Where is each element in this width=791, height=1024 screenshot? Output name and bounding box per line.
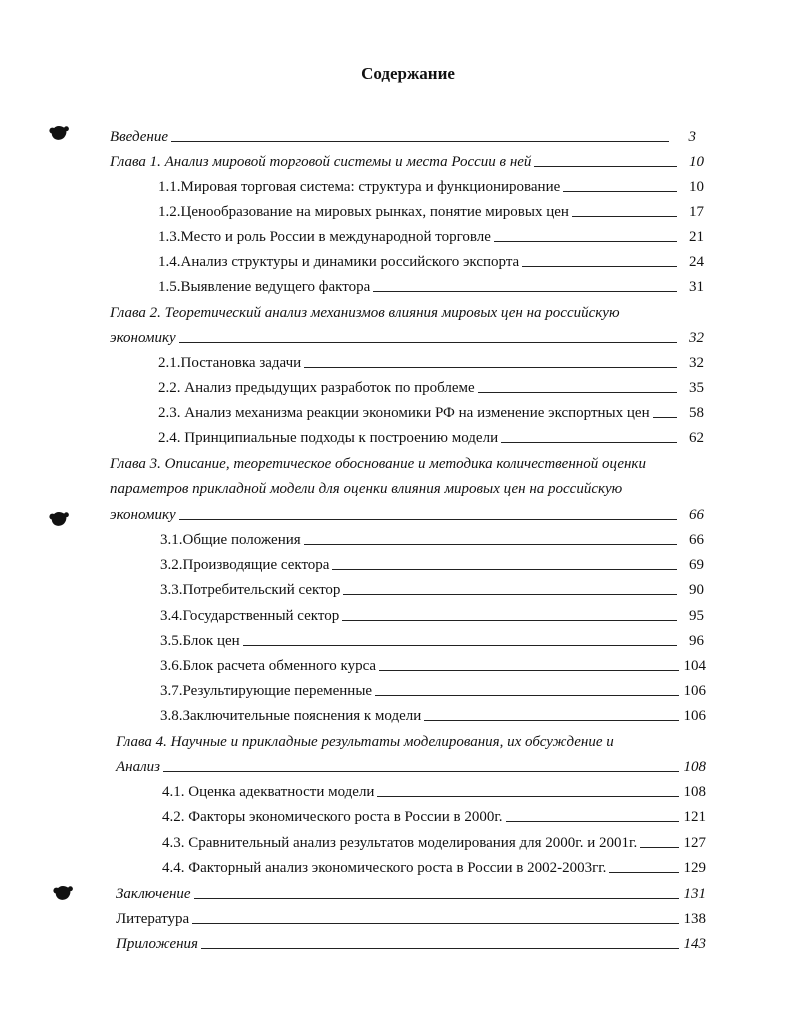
toc-leader-line [192,923,679,924]
toc-page-number: 127 [683,835,706,851]
toc-entry-1-1[interactable] [158,172,704,196]
ink-blot-mark [50,124,68,142]
toc-entry-chapter-2-line-1[interactable] [110,298,704,322]
toc-page-number: 69 [689,557,704,573]
toc-entry-chapter-4[interactable] [116,752,706,776]
ink-blot-mark [50,510,68,528]
toc-entry-label: 3.5.Блок цен [160,633,240,649]
toc-page-number: 66 [689,507,704,523]
toc-entry-3-2[interactable] [160,550,704,574]
toc-entry-4-3[interactable] [162,828,706,852]
toc-leader-line [478,392,677,393]
toc-entry-label: 4.1. Оценка адекватности модели [162,784,375,800]
toc-entry-2-2[interactable] [158,373,704,397]
toc-page-number: 10 [689,154,704,170]
toc-entry-3-6[interactable] [160,651,706,675]
toc-entry-label: Литература [116,911,190,927]
toc-leader-line [424,720,679,721]
toc-entry-chapter-3-line-2[interactable] [110,474,704,498]
toc-entry-label-continued: параметров прикладной модели для оценки влияния мировых цен на российскую [110,481,623,497]
toc-leader-line [332,569,677,570]
toc-leader-line [640,847,679,848]
toc-entry-label: Приложения [116,936,199,952]
toc-entry-chapter-3[interactable] [110,500,704,524]
toc-entry-3-7[interactable] [160,676,706,700]
toc-entry-3-3[interactable] [160,575,704,599]
toc-leader-line [501,442,677,443]
toc-leader-line [179,342,677,343]
toc-entry-label: 1.2.Ценообразование на мировых рынках, понятие мировых цен [158,204,569,220]
toc-page-number: 106 [683,683,706,699]
toc-leader-line [163,771,679,772]
toc-leader-line [379,670,679,671]
toc-entry-2-3[interactable] [158,398,704,422]
toc-leader-line [342,620,677,621]
toc-entry-3-5[interactable] [160,626,704,650]
toc-page-number: 121 [683,809,706,825]
toc-page-number: 96 [689,633,704,649]
toc-entry-3-1[interactable] [160,525,704,549]
toc-entry-4-2[interactable] [162,802,706,826]
toc-entry-label: 3.3.Потребительский сектор [160,582,341,598]
toc-entry-2-1[interactable] [158,348,704,372]
toc-leader-line [373,291,677,292]
toc-entry-chapter-1[interactable] [110,147,704,171]
toc-leader-line [304,544,677,545]
toc-leader-line [494,241,677,242]
toc-page-number: 138 [683,911,706,927]
toc-page-number: 106 [683,708,706,724]
toc-entry-label: 2.1.Постановка задачи [158,355,302,371]
toc-page-number: 21 [689,229,704,245]
toc-page-number: 108 [683,784,706,800]
page-title: Содержание [361,64,455,83]
toc-leader-line [506,821,679,822]
toc-leader-line [653,417,677,418]
toc-entry-label: 1.1.Мировая торговая система: структура и функционирование [158,179,561,195]
toc-entry-1-2[interactable] [158,197,704,221]
toc-leader-line [375,695,679,696]
toc-entry-appendices[interactable] [116,929,706,953]
toc-page-number: 129 [683,860,706,876]
toc-entry-1-5[interactable] [158,272,704,296]
toc-page-number: 131 [683,886,706,902]
toc-entry-introduction[interactable] [110,122,696,146]
toc-entry-2-4[interactable] [158,423,704,447]
toc-entry-label: 3.6.Блок расчета обменного курса [160,658,377,674]
toc-leader-line [243,645,677,646]
toc-page-number: 66 [689,532,704,548]
toc-leader-line [171,141,669,142]
toc-entry-label: 3.1.Общие положения [160,532,301,548]
toc-entry-label: 2.4. Принципиальные подходы к построению модели [158,430,499,446]
toc-entry-label: 4.4. Факторный анализ экономического роста в России в 2002-2003гг. [162,860,607,876]
toc-entry-3-8[interactable] [160,701,706,725]
toc-entry-label: 2.3. Анализ механизма реакции экономики РФ на изменение экспортных цен [158,405,650,421]
toc-leader-line [179,519,677,520]
toc-entry-label: 3.7.Результирующие переменные [160,683,373,699]
toc-entry-label: 3.2.Производящие сектора [160,557,330,573]
toc-entry-chapter-4-line-1[interactable] [116,727,706,751]
toc-entry-4-4[interactable] [162,853,706,877]
toc-page-number: 35 [689,380,704,396]
toc-entry-4-1[interactable] [162,777,706,801]
toc-page-number: 58 [689,405,704,421]
toc-entry-label: 4.3. Сравнительный анализ результатов моделирования для 2000г. и 2001г. [162,835,638,851]
toc-entry-label-continued: экономику [110,507,176,523]
toc-entry-literature[interactable] [116,904,706,928]
toc-leader-line [304,367,677,368]
toc-entry-1-3[interactable] [158,222,704,246]
toc-entry-label: 1.4.Анализ структуры и динамики российского экспорта [158,254,520,270]
toc-page-number: 31 [689,279,704,295]
toc-leader-line [377,796,679,797]
toc-entry-chapter-2[interactable] [110,323,704,347]
toc-page-number: 32 [689,355,704,371]
toc-leader-line [522,266,677,267]
toc-entry-label-continued: экономику [110,330,176,346]
toc-page-number: 3 [688,129,696,145]
toc-entry-label: Глава 4. Научные и прикладные результаты моделирования, их обсуждение и [116,734,614,750]
toc-leader-line [194,898,679,899]
toc-entry-label: 2.2. Анализ предыдущих разработок по проблеме [158,380,475,396]
toc-page-number: 104 [683,658,706,674]
toc-leader-line [201,948,679,949]
toc-entry-label: 3.8.Заключительные пояснения к модели [160,708,422,724]
toc-entry-label: Глава 1. Анализ мировой торговой системы и места России в ней [110,154,532,170]
ink-blot-mark [54,884,72,902]
toc-page-number: 32 [689,330,704,346]
toc-page-number: 143 [683,936,706,952]
toc-page-number: 108 [683,759,706,775]
toc-entry-label: 4.2. Факторы экономического роста в России в 2000г. [162,809,503,825]
toc-page-number: 10 [689,179,704,195]
toc-leader-line [609,872,679,873]
toc-page-number: 95 [689,608,704,624]
toc-entry-3-4[interactable] [160,601,704,625]
toc-entry-label: Глава 2. Теоретический анализ механизмов влияния мировых цен на российскую [110,305,620,321]
toc-entry-label: Глава 3. Описание, теоретическое обоснование и методика количественной оценки [110,456,646,472]
toc-entry-chapter-3-line-1[interactable] [110,449,704,473]
toc-entry-label: Заключение [116,886,191,902]
toc-entry-label: Введение [110,129,168,145]
toc-page-number: 62 [689,430,704,446]
toc-leader-line [534,166,677,167]
toc-entry-label: 1.5.Выявление ведущего фактора [158,279,371,295]
toc-page-number: 17 [689,204,704,220]
toc-entry-1-4[interactable] [158,247,704,271]
toc-page-number: 90 [689,582,704,598]
toc-entry-label-continued: Анализ [116,759,160,775]
toc-leader-line [572,216,677,217]
toc-entry-label: 3.4.Государственный сектор [160,608,340,624]
toc-leader-line [343,594,677,595]
toc-page-number: 24 [689,254,704,270]
toc-entry-label: 1.3.Место и роль России в международной торговле [158,229,491,245]
toc-entry-conclusion[interactable] [116,879,706,903]
toc-leader-line [563,191,677,192]
